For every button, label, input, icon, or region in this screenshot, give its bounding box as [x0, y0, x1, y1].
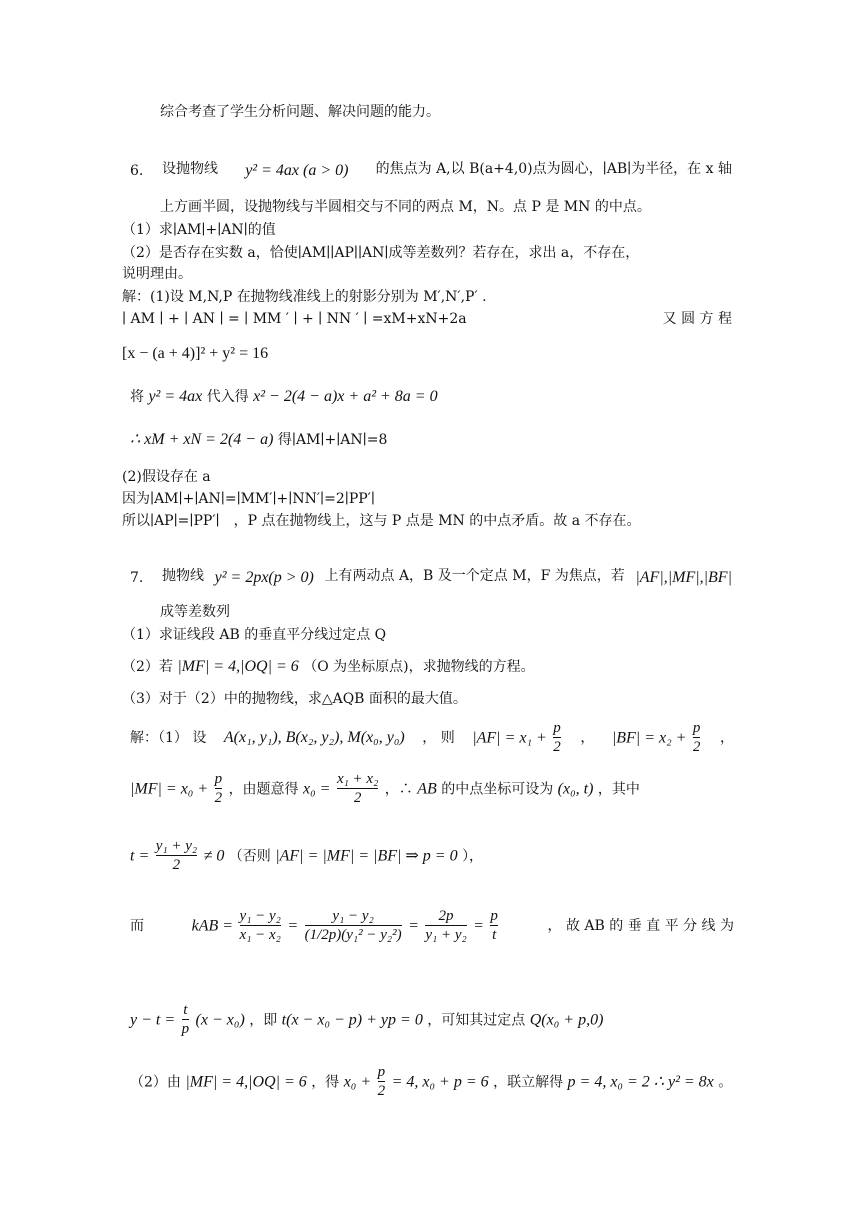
q7-k-den3: y₁ + y₂	[425, 927, 467, 944]
q7-mid-c: ，其中	[597, 781, 640, 798]
q7-af-frac-num: p	[553, 720, 561, 736]
q7-mf-frac-num: p	[214, 771, 223, 787]
q7-k-expression: kAB = $\frac{\text{y₁ − y₂}}{\text{x₁ − x₂}}$ = $\frac{\text{y₁ − y₂}}{\text{(1/2p)(y₁² − y₂²)}}$ = $\frac{2p}{\text{y₁ + y₂}}$ = $\frac{p}{t}$	[191, 908, 498, 944]
q6-sum-b: 得∣AM∣+∣AN∣=8	[277, 432, 388, 448]
q7-mid-b: 的中点坐标可设为	[441, 781, 554, 798]
q7-solution-2	[130, 771, 640, 808]
q6-stem-b: 的焦点为 A,以 B(a+4,0)点为圆心，∣AB∣为半径，在 x 轴	[375, 161, 732, 177]
q6-sum	[130, 430, 387, 450]
q7-mf-b: ，由题意得	[228, 781, 299, 798]
q7-stem-eq2: |AF|,|MF|,|BF|	[635, 569, 732, 586]
q7-p2-a: （2）若	[122, 659, 173, 675]
q7-t-lhs: t =	[130, 847, 150, 865]
q7-k-frac3	[425, 908, 466, 945]
q7-solution-1: 解：（1） 设 A(x₁, y₁), B(x₂, y₂), M(x₀, y₀) ， 则 |AF| = x₁ + $\frac{p}{2}$ ， |BF| = x₂ + $\frac{p}{2}$ ，	[130, 720, 734, 756]
q6-circle-equation: [x − (a + 4)]² + y² = 16	[122, 345, 269, 362]
q7-s2-eq1: |MF| = 4,|OQ| = 6	[185, 1073, 307, 1091]
q7-x0-num: x₁ + x₂	[336, 771, 379, 787]
q7-p2-b: （O 为坐标原点)，求抛物线的方程。	[303, 659, 535, 675]
q7-k-num1: y₁ − y₂	[239, 908, 281, 924]
q7-bf	[612, 720, 703, 757]
q7-s2-eq2a: x₀ +	[343, 1073, 372, 1091]
q7-k-frac1	[240, 908, 281, 945]
q6-solution-2	[122, 311, 732, 329]
q7-k-num3: 2p	[438, 908, 454, 924]
q7-t-frac	[156, 838, 197, 875]
q7-bf-frac-den: 2	[692, 739, 701, 756]
q7-af-lhs: |AF| = x₁ +	[472, 729, 547, 747]
q7-bis-b: ，即	[249, 1012, 278, 1029]
q7-s2-frac-den: 2	[377, 1083, 386, 1100]
q6-sub-eq1: y² = 4ax	[148, 388, 203, 405]
q7-bis-rhs: (x − x₀)	[195, 1011, 245, 1029]
q6-solution-1: 解：(1)设 M,N,P 在抛物线准线上的射影分别为 M′,N′,P′ .	[122, 289, 487, 305]
q7-bf-frac	[693, 720, 701, 757]
q6-sub-a: 将	[130, 389, 144, 405]
q7-k-num2: y₁ − y₂	[332, 908, 374, 924]
q7-x0-frac	[337, 771, 378, 808]
q7-x0-lhs: x₀ =	[303, 780, 331, 798]
q7-mf-lhs: |MF| = x₀ +	[130, 780, 209, 798]
q7-sol-then: ， 则	[422, 729, 455, 746]
q7-solution-6	[130, 1064, 732, 1101]
q7-bis-eq: t(x − x₀ − p) + yp = 0	[281, 1011, 423, 1029]
q7-s2-eq3: p = 4, x₀ = 2 ∴ y² = 8x	[567, 1073, 714, 1091]
q7-k-den4: t	[492, 927, 497, 944]
q7-bis-frac	[182, 1002, 190, 1039]
q7-bis-lhs: y − t =	[130, 1011, 176, 1029]
q7-mid-point: (x₀, t)	[557, 780, 594, 798]
q7-k-den1: x₁ − x₂	[239, 927, 281, 944]
q7-af-frac	[553, 720, 561, 757]
q7-sol-a: 解：（1） 设	[130, 729, 207, 746]
q6-sub-b: 代入得	[206, 389, 249, 405]
q6-sum-eq: ∴ xM + xN = 2(4 − a)	[130, 431, 274, 448]
q6-substitution	[130, 387, 438, 407]
q6-part2-line1: （2）是否存在实数 a，恰使∣AM∣∣AP∣∣AN∣成等差数列？若存在，求出 a，不存在，	[122, 245, 640, 261]
q7-solution-5	[130, 1002, 603, 1039]
q7-p2-eq: |MF| = 4,|OQ| = 6	[177, 658, 299, 675]
q7-k-lhs: kAB =	[191, 917, 234, 935]
q7-af-frac-den: 2	[553, 739, 561, 756]
q7-bis-q: Q(x₀ + p,0)	[529, 1011, 604, 1029]
q7-mf-frac-den: 2	[214, 790, 223, 807]
q6-number: 6.	[130, 163, 144, 179]
q7-k-den2: (1/2p)(y₁² − y₂²)	[304, 927, 402, 944]
q7-solution-4	[130, 908, 734, 945]
q6-stem-line1	[162, 161, 732, 181]
q7-t-note-b: ），	[462, 848, 484, 865]
q7-stem-eq: y² = 2px(p > 0)	[214, 569, 314, 586]
q7-s2-frac-num: p	[377, 1064, 386, 1080]
q7-t-rhs: ≠ 0	[203, 847, 225, 865]
q7-part2	[122, 657, 535, 677]
q7-bis-den: p	[181, 1021, 190, 1038]
q7-k-a: 而	[130, 917, 144, 934]
q7-bf-lhs: |BF| = x₂ +	[611, 729, 687, 747]
q7-stem-a: 抛物线	[162, 568, 204, 584]
q7-number: 7.	[130, 570, 144, 586]
q6-sub-eq2: x² − 2(4 − a)x + a² + 8a = 0	[253, 388, 438, 405]
q6-part2-because: 因为∣AM∣+∣AN∣=∣MM′∣+∣NN′∣=2∣PP′∣	[122, 491, 375, 507]
q6-part2-line2: 说明理由。	[122, 266, 192, 282]
q7-t-note-eq: |AF| = |MF| = |BF| ⇒ p = 0	[275, 847, 458, 865]
q7-t-num: y₁ + y₂	[155, 838, 198, 854]
q7-bis-c: ，可知其过定点	[427, 1012, 526, 1029]
q7-bf-frac-num: p	[692, 720, 701, 736]
q6-stem-a: 设抛物线	[162, 161, 218, 177]
q6-part2-assume: (2)假设存在 a	[122, 469, 211, 485]
q7-af	[472, 720, 563, 757]
q7-mid-a: ，∴	[384, 781, 413, 798]
q6-stem-line2: 上方画半圆，设抛物线与半圆相交与不同的两点 M，N。点 P 是 MN 的中点。	[160, 199, 651, 215]
q7-bis-num: t	[183, 1002, 188, 1018]
q7-solution-3	[130, 838, 483, 875]
q7-x0-den: 2	[337, 788, 378, 807]
q7-stem-b: 上有两动点 A，B 及一个定点 M，F 为焦点，若	[324, 568, 625, 584]
q7-part3: （3）对于（2）中的抛物线，求△AQB 面积的最大值。	[122, 691, 467, 707]
q7-s2-d: 。	[718, 1074, 733, 1091]
q7-s2-b: ，得	[311, 1074, 340, 1091]
q7-t-note-a: （否则	[228, 848, 271, 865]
q6-solution-2-right: 又 圆 方 程	[662, 311, 732, 327]
q7-stem-line1	[162, 568, 732, 588]
q7-k-num4: p	[490, 908, 498, 924]
q7-mf-frac	[215, 771, 223, 808]
q6-solution-2-left: ∣ AM ∣ + ∣ AN ∣ = ∣ MM ′ ∣ + ∣ NN ′ ∣ =xM+xN+2a	[122, 311, 467, 327]
q7-sol-points: A(x₁, y₁), B(x₂, y₂), M(x₀, y₀)	[223, 729, 405, 747]
q7-s2-frac	[378, 1064, 386, 1101]
q7-part1: （1）求证线段 AB 的垂直平分线过定点 Q	[122, 627, 387, 643]
q7-s2-eq2b: = 4, x₀ + p = 6	[391, 1073, 489, 1091]
intro-tail: 综合考查了学生分析问题、解决问题的能力。	[160, 104, 440, 120]
q7-mid-ab: AB	[417, 780, 437, 798]
q6-stem-equation: y² = 4ax (a > 0)	[245, 162, 349, 179]
q7-k-tail: ， 故 AB 的 垂 直 平 分 线 为	[547, 917, 734, 934]
q7-k-frac4	[490, 908, 498, 945]
q6-part2-conclusion: 所以∣AP∣=∣PP′∣ ，P 点在抛物线上，这与 P 点是 MN 的中点矛盾。故 a 不存在。	[122, 513, 641, 529]
q7-stem-line2: 成等差数列	[160, 604, 230, 620]
q6-part1: （1）求∣AM∣+∣AN∣的值	[122, 222, 276, 238]
q7-s2-a: （2）由	[130, 1074, 181, 1091]
q7-k-frac2	[305, 908, 402, 945]
q7-s2-c: ，联立解得	[493, 1074, 564, 1091]
q7-t-den: 2	[156, 855, 197, 874]
